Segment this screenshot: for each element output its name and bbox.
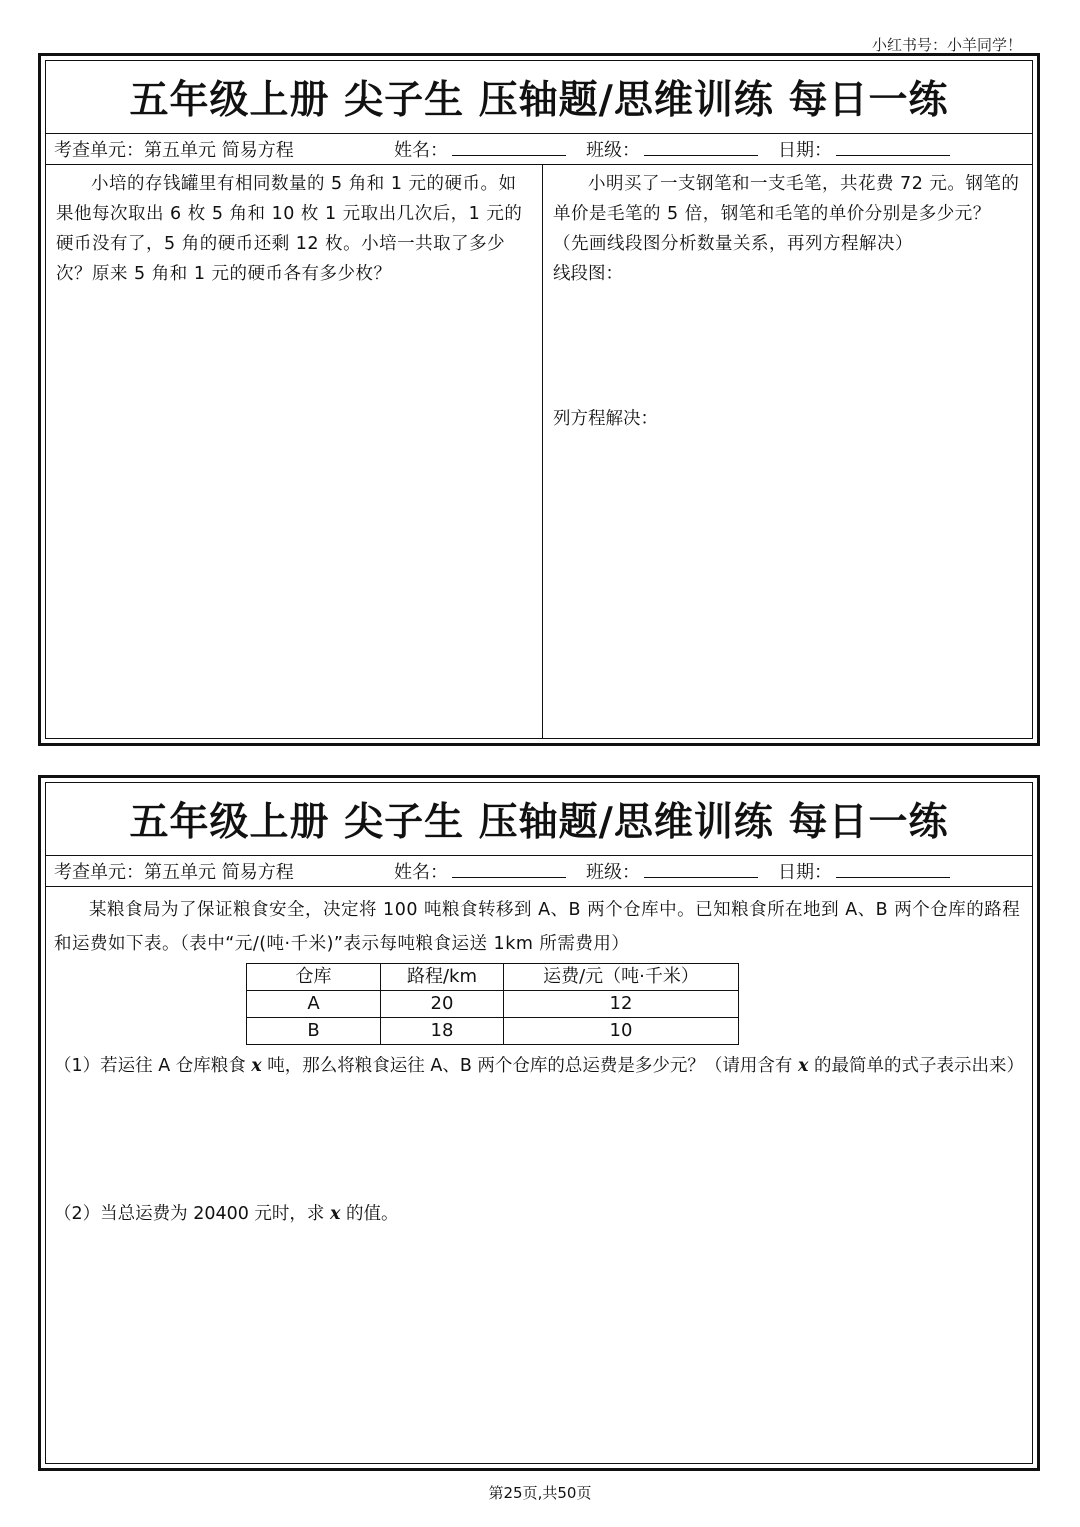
table-header-cell: 路程/km [381, 964, 504, 991]
class-label: 班级： [586, 862, 640, 883]
class-blank[interactable] [644, 861, 758, 878]
sub-question-1: （1）若运往 A 仓库粮食 x 吨，那么将粮食运往 A、B 两个仓库的总运费是多少元？（请用含有 x 的最简单的式子表示出来） [54, 1056, 1024, 1076]
table-header-row [247, 964, 739, 991]
info-row [46, 134, 1032, 165]
answer-space [54, 1083, 1026, 1197]
date-label: 日期： [778, 862, 832, 883]
date-blank[interactable] [836, 139, 950, 156]
variable-x: x [330, 1204, 341, 1224]
table-row [247, 1018, 739, 1045]
name-blank[interactable] [452, 861, 566, 878]
name-label: 姓名： [394, 140, 448, 161]
class-field [586, 858, 758, 884]
question-3-intro: 某粮食局为了保证粮食安全，决定将 100 吨粮食转移到 A、B 两个仓库中。已知粮食所在地到 A、B 两个仓库的路程和运费如下表。（表中“元/(吨·千米)”表示每吨粮食运送 1km 所需费用） [54, 900, 1021, 954]
worksheet-1 [38, 53, 1040, 746]
table-header-cell: 运费/元（吨·千米） [504, 964, 739, 991]
unit-label: 考查单元：第五单元 简易方程 [54, 140, 294, 161]
info-row [46, 856, 1032, 887]
worksheet-2 [38, 775, 1040, 1471]
question-1-area [46, 165, 543, 738]
table-row [247, 991, 739, 1018]
class-blank[interactable] [644, 139, 758, 156]
table-cell: 20 [381, 991, 504, 1018]
class-label: 班级： [586, 140, 640, 161]
sub-question-2: （2）当总运费为 20400 元时，求 x 的值。 [54, 1204, 399, 1224]
date-field [778, 858, 950, 884]
table-cell: A [247, 991, 381, 1018]
table-cell: B [247, 1018, 381, 1045]
line-diagram-label: 线段图： [553, 264, 623, 284]
question-columns [46, 165, 1032, 738]
class-field [586, 136, 758, 162]
equation-label: 列方程解决： [553, 409, 658, 429]
name-label: 姓名： [394, 862, 448, 883]
worksheet-title: 五年级上册 尖子生 压轴题/思维训练 每日一练 [46, 783, 1032, 856]
worksheet-title: 五年级上册 尖子生 压轴题/思维训练 每日一练 [46, 61, 1032, 134]
question-2-text: 小明买了一支钢笔和一支毛笔，共花费 72 元。钢笔的单价是毛笔的 5 倍，钢笔和毛笔的单价分别是多少元？（先画线段图分析数量关系，再列方程解决） [553, 174, 1020, 254]
variable-x: x [251, 1056, 262, 1076]
name-field [394, 858, 566, 884]
variable-x: x [797, 1056, 809, 1076]
table-cell: 12 [504, 991, 739, 1018]
question-2-area [543, 165, 1032, 738]
name-blank[interactable] [452, 139, 566, 156]
name-field [394, 136, 566, 162]
date-blank[interactable] [836, 861, 950, 878]
line-diagram-space [553, 289, 1024, 404]
table-header-cell: 仓库 [247, 964, 381, 991]
question-3-area [46, 887, 1032, 1231]
freight-table [246, 963, 739, 1045]
page-number: 第25页,共50页 [488, 1484, 592, 1502]
table-cell: 18 [381, 1018, 504, 1045]
date-field [778, 136, 950, 162]
question-1-text: 小培的存钱罐里有相同数量的 5 角和 1 元的硬币。如果他每次取出 6 枚 5 角和 10 枚 1 元取出几次后，1 元的硬币没有了，5 角的硬币还剩 12 枚。小培一共取了多少次？原来 5 角和 1 元的硬币各有多少枚？ [56, 174, 523, 284]
date-label: 日期： [778, 140, 832, 161]
watermark-text: 小红书号：小羊同学！ [871, 36, 1022, 54]
table-cell: 10 [504, 1018, 739, 1045]
unit-label: 考查单元：第五单元 简易方程 [54, 862, 294, 883]
